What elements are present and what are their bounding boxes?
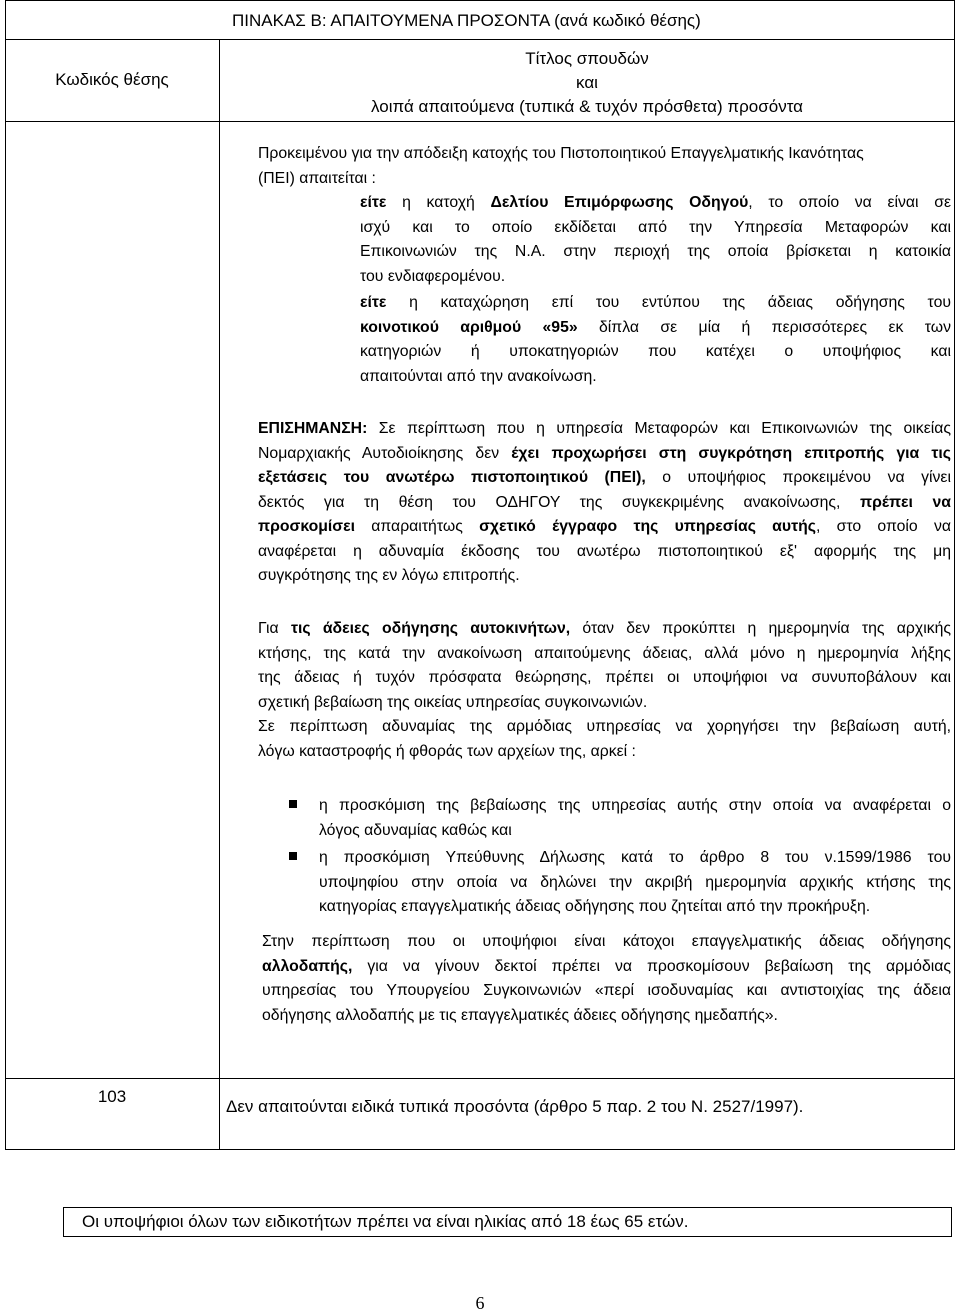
note-l2b: έχει προχωρήσει στη συγκρότηση επιτροπής για τις: [511, 444, 951, 462]
header-title-line1: Τίτλος σπουδών: [525, 49, 649, 68]
note-line7: συγκρότησης της εν λόγω επιτροπής.: [258, 567, 520, 584]
note-l3a: εξετάσεις του ανωτέρω πιστοποιητικού (ΠΕΙ),: [258, 469, 646, 486]
note-line5: [258, 515, 951, 540]
note-l4b: πρέπει να: [859, 493, 951, 511]
opt2-line3: κατηγοριών ή υποκατηγοριών που κατέχει ο υποψήφιος και: [360, 343, 951, 360]
foreign-line1: Στην περίπτωση που οι υποψήφιοι είναι κάτοχοι επαγγελματικής άδειας οδήγησης: [262, 933, 951, 950]
opt1-line4: του ενδιαφερομένου.: [360, 267, 506, 285]
lic-line6: λόγω καταστροφής ή φθοράς των αρχείων της, αρκεί :: [258, 742, 636, 760]
opt1-text-a: η κατοχή: [386, 194, 491, 211]
note-line2: [258, 442, 951, 467]
pei-option-1: [258, 191, 951, 289]
opt2-bold: κοινοτικού αριθμού «95»: [360, 318, 578, 336]
opt2-line2: [258, 316, 951, 341]
foreign-line2: [262, 955, 951, 980]
pei-intro: [258, 142, 951, 191]
lic-l1b: τις άδειες οδήγησης αυτοκινήτων,: [290, 620, 571, 637]
note-paragraph: [258, 417, 951, 589]
note-l3b: ο υποψήφιος προκειμένου να γίνει: [645, 469, 951, 486]
foreign-l2a: αλλοδαπής,: [262, 957, 353, 975]
column-divider: [219, 39, 220, 1150]
bullet2-line1: η προσκόμιση Υπεύθυνης Δήλωσης κατά το άρθρο 8 του ν.1599/1986 του: [319, 849, 951, 866]
header-code-label: Κωδικός θέσης: [55, 70, 169, 89]
table-left-border: [5, 0, 6, 1150]
bullet1-line1: η προσκόμιση της βεβαίωσης της υπηρεσίας αυτής στην οποία να αναφέρεται ο: [319, 797, 951, 814]
opt2-line4: απαιτούνται από την ανακοίνωση.: [360, 367, 597, 385]
note-label: ΕΠΙΣΗΜΑΝΣΗ:: [258, 420, 368, 437]
row-divider: [5, 1078, 955, 1079]
foreign-paragraph: [262, 930, 951, 1028]
note-line1: [258, 417, 951, 442]
header-title-line2: και: [576, 73, 598, 92]
table-right-border: [954, 0, 955, 1150]
opt2-line1: [258, 291, 951, 316]
lic-l1c: όταν δεν προκύπτει η ημερομηνία της αρχικής: [570, 620, 952, 637]
position-code-103: 103: [97, 1087, 127, 1106]
lic-line5: Σε περίπτωση αδυναμίας της αρμόδιας υπηρεσίας να χορηγήσει την βεβαίωση αυτή,: [258, 718, 951, 735]
bullet-item-1: [319, 794, 951, 843]
header-title: [219, 47, 955, 119]
lic-l1a: Για: [258, 620, 291, 637]
foreign-l2b: για να γίνουν δεκτοί πρέπει να προσκομίσουν βεβαίωση της αρμόδιας: [352, 957, 951, 975]
bullet2-line2: υποψηφίου στην οποία να δηλώνει την ακριβή ημερομηνία αρχικής κτήσης της: [319, 873, 951, 891]
note-l5c: σχετικό έγγραφο της υπηρεσίας αυτής: [479, 518, 816, 535]
opt2-text-a: η καταχώρηση επί του εντύπου της άδειας οδήγησης του: [386, 294, 951, 311]
lic-line1: [258, 617, 951, 642]
table-top-border: [5, 0, 955, 1]
lic-line2: κτήσης, της κατά την ανακοίνωση απαιτούμενης άδειας, αλλά μόνο η ημερομηνία λήξης: [258, 644, 951, 662]
bullet1-line2: λόγος αδυναμίας καθώς και: [319, 821, 512, 839]
bullet-square-icon: [289, 852, 297, 860]
opt1-either: είτε: [360, 194, 387, 211]
page-number: 6: [475, 1293, 485, 1313]
note-line6: αναφέρεται η αδυναμία έκδοσης του ανωτέρω πιστοποιητικού εξ' αφορμής της μη: [258, 542, 951, 560]
note-l1: Σε περίπτωση που η υπηρεσία Μεταφορών και Επικοινωνιών της οικείας: [367, 420, 951, 437]
note-l2a: Νομαρχιακής Αυτοδιοίκησης δεν: [258, 444, 512, 462]
opt1-text-b: , το οποίο να είναι σε: [748, 194, 952, 211]
opt2-either: είτε: [360, 294, 387, 311]
position-103-requirements: Δεν απαιτούνται ειδικά τυπικά προσόντα (άρθρο 5 παρ. 2 του Ν. 2527/1997).: [226, 1097, 804, 1116]
foreign-line3: υπηρεσίας του Υπουργείου Συγκοινωνιών «περί ισοδυναμίας και αντιστοιχίας της άδεια: [262, 982, 951, 999]
pei-option-2: [258, 291, 951, 389]
licenses-paragraph: [258, 617, 951, 764]
pei-intro-line1: Προκειμένου για την απόδειξη κατοχής του Πιστοποιητικού Επαγγελματικής Ικανότητας: [258, 145, 864, 162]
opt1-bold: Δελτίου Επιμόρφωσης Οδηγού: [490, 194, 749, 211]
bullet-item-2: [319, 846, 951, 920]
bullet2-line3: κατηγορίας επαγγελματικής άδειας οδήγησης που ζητείται από την προκήρυξη.: [319, 898, 871, 915]
note-l5a: προσκομίσει: [258, 518, 356, 535]
note-line3: [258, 466, 951, 491]
note-l5d: , στο οποίο να: [815, 518, 951, 535]
header-divider: [5, 121, 955, 122]
opt1-line3: Επικοινωνιών της Ν.Α. στην περιοχή της οποία βρίσκεται η κατοικία: [360, 243, 951, 260]
note-line4: [258, 491, 951, 516]
opt1-line2: ισχύ και το οποίο εκδίδεται από την Υπηρεσία Μεταφορών και: [360, 218, 951, 236]
pei-intro-line2: (ΠΕΙ) απαιτείται :: [258, 169, 376, 187]
lic-line3: της άδειας ή τυχόν πρόσφατα θεώρησης, πρέπει οι υποψήφιοι να συνυποβάλουν και: [258, 669, 951, 686]
foreign-line4: οδήγησης αλλοδαπής με τις επαγγελματικές άδειες οδήγησης ημεδαπής».: [262, 1006, 778, 1024]
header-title-line3: λοιπά απαιτούμενα (τυπικά & τυχόν πρόσθετα) προσόντα: [371, 97, 803, 116]
opt1-line1: [258, 191, 951, 216]
opt2-text-b: δίπλα σε μία ή περισσότερες εκ των: [577, 318, 951, 336]
note-l4a: δεκτός για τη θέση του ΟΔΗΓΟΥ της συγκεκριμένης ανακοίνωσης,: [258, 493, 860, 511]
title-divider: [5, 39, 955, 40]
table-bottom-border: [5, 1149, 955, 1150]
lic-line4: σχετική βεβαίωση της οικείας υπηρεσίας συγκοινωνιών.: [258, 693, 648, 711]
table-title: ΠΙΝΑΚΑΣ Β: ΑΠΑΙΤΟΥΜΕΝΑ ΠΡΟΣΟΝΤΑ (ανά κωδικό θέσης): [232, 11, 701, 30]
note-l5b: απαραιτήτως: [355, 518, 480, 535]
bullet-square-icon: [289, 800, 297, 808]
age-note-text: Οι υποψήφιοι όλων των ειδικοτήτων πρέπει να είναι ηλικίας από 18 έως 65 ετών.: [82, 1212, 689, 1231]
